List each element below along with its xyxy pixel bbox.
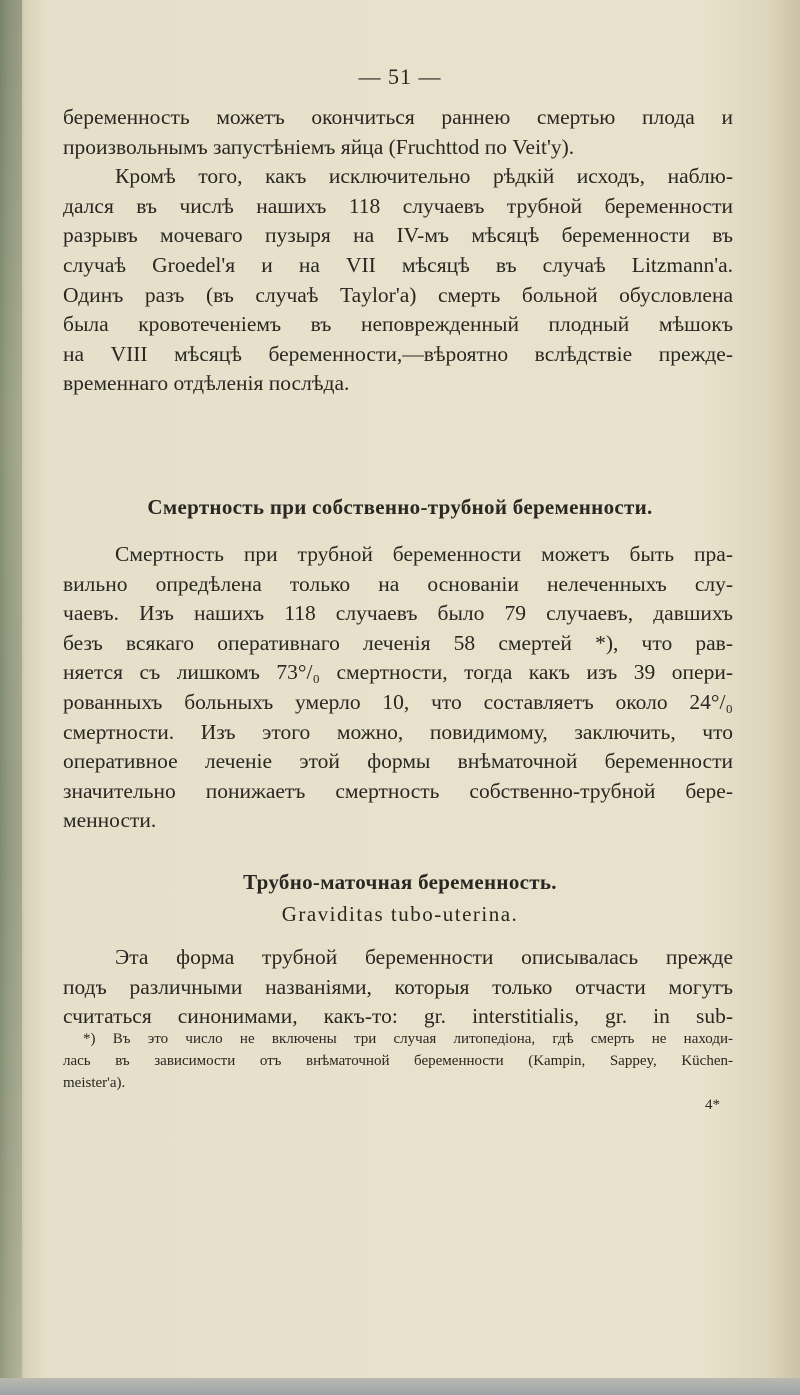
text-line: смертности. Изъ этого можно, повидимому, заключить, что bbox=[63, 719, 733, 744]
text-line: на VIII мѣсяцѣ беременности,—вѣроятно вслѣдствіе прежде- bbox=[63, 341, 733, 366]
text-line: значительно понижаетъ смертность собственно-трубной бере- bbox=[63, 778, 733, 803]
text-line: произвольнымъ запустѣніемъ яйца (Fruchttod по Veit'y). bbox=[63, 134, 575, 159]
footnote-line: *) Въ это число не включены три случая литопедіона, гдѣ смерть не находи- bbox=[83, 1031, 733, 1047]
page-number: — 51 — bbox=[358, 64, 442, 89]
text-line: была кровотеченіемъ въ неповрежденный плодный мѣшокъ bbox=[63, 312, 733, 337]
text-line: разрывъ мочеваго пузыря на IV-мъ мѣсяцѣ беременности въ bbox=[63, 223, 733, 248]
text-line: оперативное леченіе этой формы внѣматочной беременности bbox=[63, 749, 733, 774]
text-line: Одинъ разъ (въ случаѣ Taylor'а) смерть больной обусловлена bbox=[63, 282, 733, 307]
signature-mark: 4* bbox=[705, 1097, 720, 1113]
footnote bbox=[63, 1028, 733, 1094]
text-line: менности. bbox=[63, 808, 157, 833]
section-heading-mortality: Смертность при собственно-трубной беременности. bbox=[147, 495, 653, 519]
text-line: няется съ лишкомъ 73°/₀ смертности, тогда какъ изъ 39 опери- bbox=[63, 660, 733, 685]
paragraph-2 bbox=[63, 540, 733, 836]
text-line: случаѣ Groedel'я и на VII мѣсяцѣ въ случаѣ Litzmann'a. bbox=[63, 252, 733, 277]
text-line: чаевъ. Изъ нашихъ 118 случаевъ было 79 случаевъ, давшихъ bbox=[63, 601, 733, 626]
section-heading-tubo-uterine: Трубно-маточная беременность. bbox=[243, 870, 557, 894]
text-line: подъ различными названіями, которыя только отчасти могутъ bbox=[63, 974, 733, 999]
section-subheading-latin: Graviditas tubo-uterina. bbox=[281, 902, 519, 926]
text-line: Кромѣ того, какъ исключительно рѣдкій исходъ, наблю- bbox=[115, 164, 733, 189]
paragraph-1 bbox=[63, 103, 733, 399]
text-line: безъ всякаго оперативнаго леченія 58 смертей *), что рав- bbox=[63, 630, 733, 655]
text-line: Эта форма трубной беременности описывалась прежде bbox=[115, 945, 733, 969]
text-line: беременность можетъ окончиться раннею смертью плода и bbox=[63, 105, 733, 129]
page-edge-shadow bbox=[0, 0, 22, 1395]
text-line: считаться синонимами, какъ-то: gr. interstitialis, gr. in sub- bbox=[63, 1004, 733, 1029]
text-line: временнаго отдѣленія послѣда. bbox=[63, 371, 350, 396]
text-line: Смертность при трубной беременности можетъ быть пра- bbox=[115, 542, 733, 566]
paragraph-3 bbox=[63, 943, 733, 1032]
text-line: вильно опредѣлена только на основаніи нелеченныхъ слу- bbox=[63, 571, 733, 596]
scan-bottom-edge bbox=[0, 1378, 800, 1395]
text-line: дался въ числѣ нашихъ 118 случаевъ трубной беременности bbox=[63, 193, 733, 218]
footnote-line: лась въ зависимости отъ внѣматочной беременности (Kampin, Sappey, Küchen- bbox=[63, 1053, 733, 1069]
footnote-line: meister'а). bbox=[63, 1075, 126, 1091]
text-line: рованныхъ больныхъ умерло 10, что составляетъ около 24°/₀ bbox=[63, 689, 733, 714]
